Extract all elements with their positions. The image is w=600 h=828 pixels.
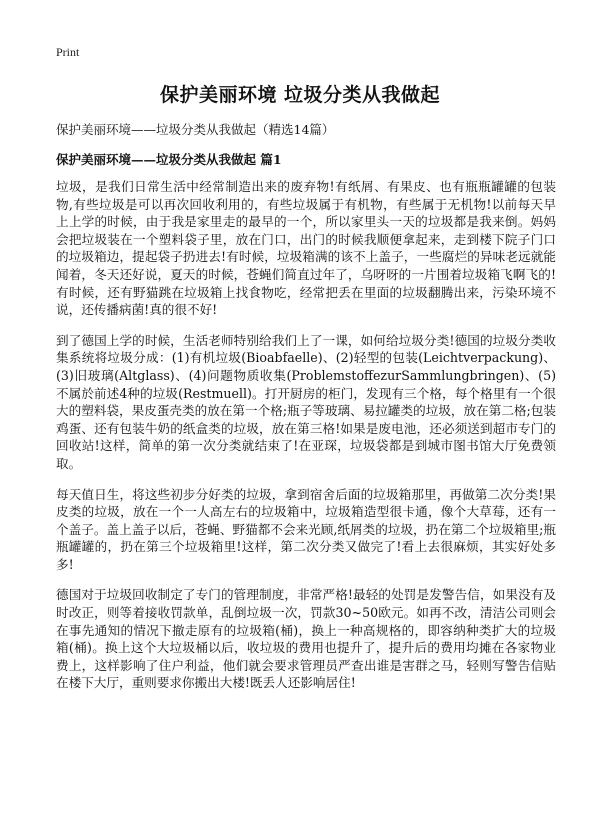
section-heading: 保护美丽环境——垃圾分类从我做起 篇1 bbox=[56, 152, 282, 167]
document-subtitle: 保护美丽环境——垃圾分类从我做起（精选14篇） bbox=[56, 122, 335, 137]
page-title: 保护美丽环境 垃圾分类从我做起 bbox=[159, 84, 441, 106]
paragraph-2: 到了德国上学的时候，生活老师特别给我们上了一课，如何给垃圾分类!德国的垃圾分类收集系统将垃圾分成：(1)有机垃圾(Bioabfaelle)、(2)轻型的包装(Leichtverpackung)、(3)旧玻璃(Altglass)、(4)问题物质收集(ProblemstoffezurSammlungbringen)、(5)不属於前述4种的垃圾(Restmuell)。打开厨房的柜门，发现有三个格，每个格里有一个很大的塑料袋，果皮蛋壳类的放在第一个格;瓶子等玻璃、易拉罐类的垃圾，放在第二格;包装鸡蛋、还有包装牛奶的纸盒类的垃圾，放在第三格!如果是废电池，还必须送到超市专门的回收站!这样，简单的第一次分类就结束了!在亚琛，垃圾袋都是到城市图书馆大厅免费领取。 bbox=[56, 332, 556, 471]
article-body bbox=[56, 178, 556, 705]
paragraph-1: 垃圾，是我们日常生活中经常制造出来的废弃物!有纸屑、有果皮、也有瓶瓶罐罐的包装物,有些垃圾是可以再次回收利用的，有些垃圾属于有机物，有些属于无机物!以前每天早上上学的时候，由于我是家里走的最早的一个，所以家里头一天的垃圾都是我来倒。妈妈会把垃圾装在一个塑料袋子里，放在门口，出门的时候我顺便拿起来，走到楼下院子门口的垃圾箱边，提起袋子扔进去!有时候，垃圾箱满的该不上盖子，一些腐烂的异味老远就能闻着，冬天还好说，夏天的时候，苍蝇们简直过年了，乌呀呀的一片围着垃圾箱飞啊飞的!有时候，还有野猫跳在垃圾箱上找食物吃，经常把丢在里面的垃圾翻腾出来，污染环境不说，还传播病菌!真的很不好! bbox=[56, 179, 556, 318]
print-label: Print bbox=[56, 45, 80, 59]
paragraph-3: 每天值日生，将这些初步分好类的垃圾，拿到宿舍后面的垃圾箱那里，再做第二次分类!果皮类的垃圾，放在一个一人高左右的垃圾箱中，垃圾箱造型很卡通，像个大草莓，还有一个盖子。盖上盖子以后，苍蝇、野猫都不会来光顾,纸屑类的垃圾，扔在第二个垃圾箱里;瓶瓶罐罐的，扔在第三个垃圾箱里!这样，第二次分类又做完了!看上去很麻烦，其实好处多多! bbox=[56, 486, 556, 572]
paragraph-4: 德国对于垃圾回收制定了专门的管理制度，非常严格!最轻的处罚是发警告信，如果没有及时改正，则等着接收罚款单，乱倒垃圾一次，罚款30~50欧元。如再不改，清洁公司则会在事先通知的情况下撤走原有的垃圾箱(桶)，换上一种高规格的，即容纳种类扩大的垃圾箱(桶)。换上这个大垃圾桶以后，收垃圾的费用也提升了，提升后的费用均摊在各家物业费上，这样影响了住户利益，他们就会要求管理员严查出谁是害群之马，轻则写警告信贴在楼下大厅，重则要求你搬出大楼!既丢人还影响居住! bbox=[56, 587, 556, 691]
